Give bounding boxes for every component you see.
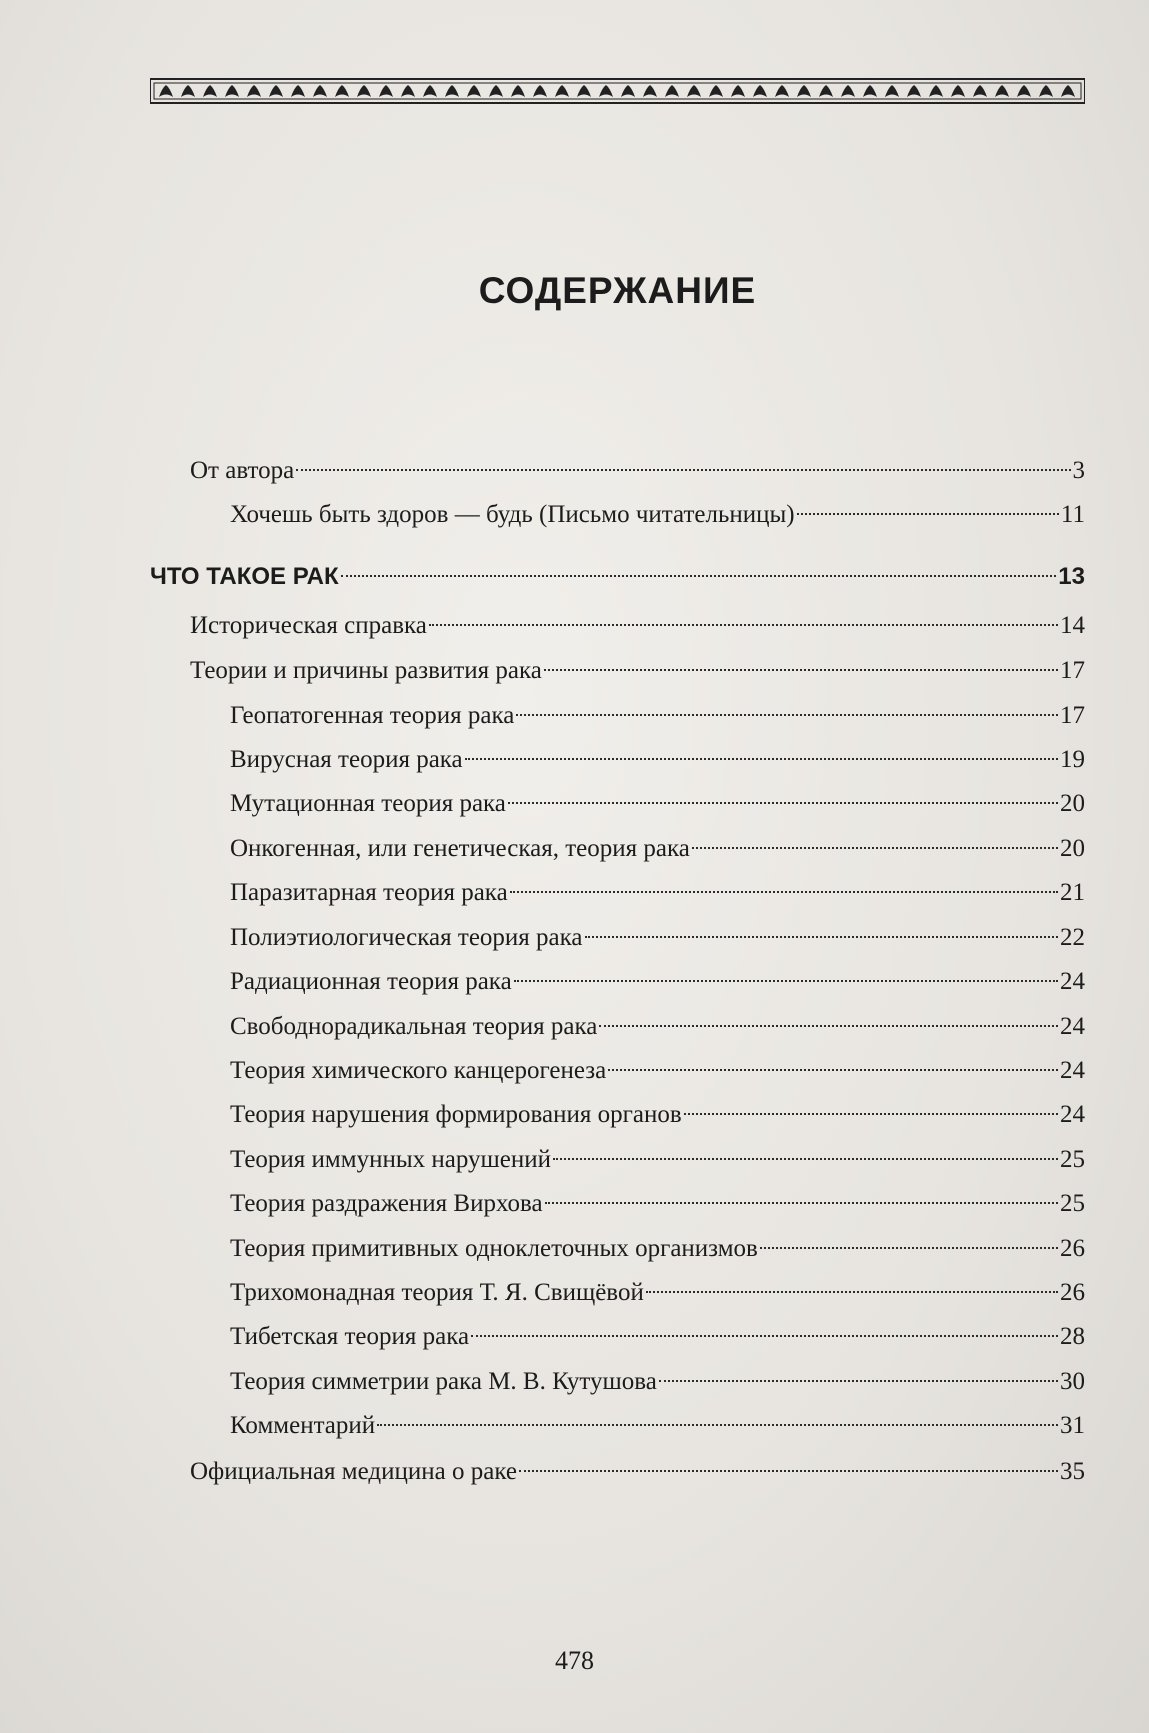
toc-entry-page: 21 — [1060, 879, 1085, 906]
toc-entry-label: Радиационная теория рака — [230, 968, 512, 995]
toc-row — [150, 561, 1085, 593]
toc-leader-dots — [797, 513, 1059, 515]
toc-entry-page: 24 — [1060, 1013, 1085, 1040]
toc-leader-dots — [684, 1113, 1058, 1115]
toc-leader-dots — [465, 758, 1058, 760]
toc-entry-label: Теории и причины развития рака — [190, 657, 542, 684]
toc-row — [230, 700, 1085, 732]
toc-entry-label: ЧТО ТАКОЕ РАК — [150, 563, 339, 590]
toc-row — [190, 1456, 1085, 1488]
toc-leader-dots — [508, 802, 1058, 804]
toc-row — [230, 1410, 1085, 1442]
toc-entry-label: От автора — [190, 457, 295, 484]
toc-entry-page: 30 — [1060, 1368, 1085, 1395]
toc-entry-label: Трихомонадная теория Т. Я. Свищёвой — [230, 1279, 644, 1306]
toc-entry-label: Свободнорадикальная теория рака — [230, 1013, 598, 1040]
toc-row — [230, 966, 1085, 998]
toc-leader-dots — [296, 469, 1070, 471]
toc-entry-page: 25 — [1060, 1190, 1085, 1217]
toc-row — [230, 833, 1085, 865]
toc-entry-page: 35 — [1060, 1458, 1085, 1485]
toc-leader-dots — [519, 1470, 1058, 1472]
toc-row — [230, 1011, 1085, 1043]
toc-entry-page: 25 — [1060, 1146, 1085, 1173]
toc-entry-label: Полиэтиологическая теория рака — [230, 924, 583, 951]
toc-entry-page: 14 — [1060, 612, 1085, 639]
toc-entry-page: 22 — [1060, 924, 1085, 951]
toc-leader-dots — [514, 980, 1058, 982]
toc-entry-label: Геопатогенная теория рака — [230, 702, 515, 729]
toc-row — [230, 499, 1085, 531]
toc-entry-page: 20 — [1060, 835, 1085, 862]
toc-entry-page: 24 — [1060, 1101, 1085, 1128]
toc-row — [230, 1144, 1085, 1176]
toc-entry-page: 26 — [1060, 1235, 1085, 1262]
toc-row — [230, 1366, 1085, 1398]
toc-entry-label: Теория раздражения Вирхова — [230, 1190, 543, 1217]
toc-entry-label: Официальная медицина о раке — [190, 1458, 517, 1485]
toc-entry-label: Паразитарная теория рака — [230, 879, 508, 906]
toc-entry-label: Хочешь быть здоров — будь (Письмо читательницы) — [230, 501, 795, 528]
toc-leader-dots — [760, 1247, 1058, 1249]
toc-row — [230, 1233, 1085, 1265]
toc-leader-dots — [510, 891, 1058, 893]
toc-entry-label: Комментарий — [230, 1412, 376, 1439]
toc-entry-page: 19 — [1060, 746, 1085, 773]
toc-leader-dots — [585, 936, 1058, 938]
toc-entry-label: Онкогенная, или генетическая, теория рака — [230, 835, 690, 862]
toc-entry-page: 26 — [1060, 1279, 1085, 1306]
toc-row — [190, 610, 1085, 642]
toc-entry-label: Мутационная теория рака — [230, 790, 506, 817]
toc-leader-dots — [659, 1380, 1058, 1382]
toc-row — [230, 1099, 1085, 1131]
toc-entry-page: 20 — [1060, 790, 1085, 817]
toc-row — [230, 877, 1085, 909]
toc-leader-dots — [429, 624, 1058, 626]
toc-entry-label: Теория химического канцерогенеза — [230, 1057, 607, 1084]
toc-row — [190, 655, 1085, 687]
toc-leader-dots — [544, 669, 1058, 671]
toc-entry-page: 28 — [1060, 1323, 1085, 1350]
toc-entry-page: 17 — [1060, 657, 1085, 684]
toc-entry-label: Теория симметрии рака М. В. Кутушова — [230, 1368, 657, 1395]
toc-row — [230, 1188, 1085, 1220]
toc-entry-page: 24 — [1060, 1057, 1085, 1084]
toc-leader-dots — [545, 1202, 1058, 1204]
toc-leader-dots — [516, 714, 1058, 716]
toc-entry-page: 24 — [1060, 968, 1085, 995]
toc-leader-dots — [471, 1335, 1058, 1337]
toc-row — [230, 788, 1085, 820]
toc-leader-dots — [608, 1069, 1058, 1071]
toc-entry-label: Вирусная теория рака — [230, 746, 463, 773]
toc-leader-dots — [341, 575, 1057, 577]
toc-row — [190, 455, 1085, 487]
toc-leader-dots — [599, 1025, 1058, 1027]
toc-entry-page: 13 — [1058, 563, 1085, 590]
page-number: 478 — [555, 1646, 594, 1675]
toc-entry-page: 31 — [1060, 1412, 1085, 1439]
toc-entry-label: Историческая справка — [190, 612, 427, 639]
page-title: СОДЕРЖАНИЕ — [478, 270, 757, 311]
toc-row — [230, 744, 1085, 776]
toc-entry-label: Теория примитивных одноклеточных организмов — [230, 1235, 758, 1262]
toc-entry-page: 11 — [1060, 501, 1085, 528]
toc-entry-label: Теория иммунных нарушений — [230, 1146, 551, 1173]
toc-entry-page: 3 — [1072, 457, 1085, 484]
toc-row — [230, 1277, 1085, 1309]
toc-row — [230, 1321, 1085, 1353]
toc-entry-label: Тибетская теория рака — [230, 1323, 470, 1350]
toc-row — [230, 922, 1085, 954]
toc-leader-dots — [553, 1158, 1058, 1160]
toc-entry-label: Теория нарушения формирования органов — [230, 1101, 682, 1128]
toc-row — [230, 1055, 1085, 1087]
toc-entry-page: 17 — [1060, 702, 1085, 729]
toc-leader-dots — [377, 1424, 1058, 1426]
toc-leader-dots — [646, 1291, 1058, 1293]
toc-leader-dots — [692, 847, 1058, 849]
